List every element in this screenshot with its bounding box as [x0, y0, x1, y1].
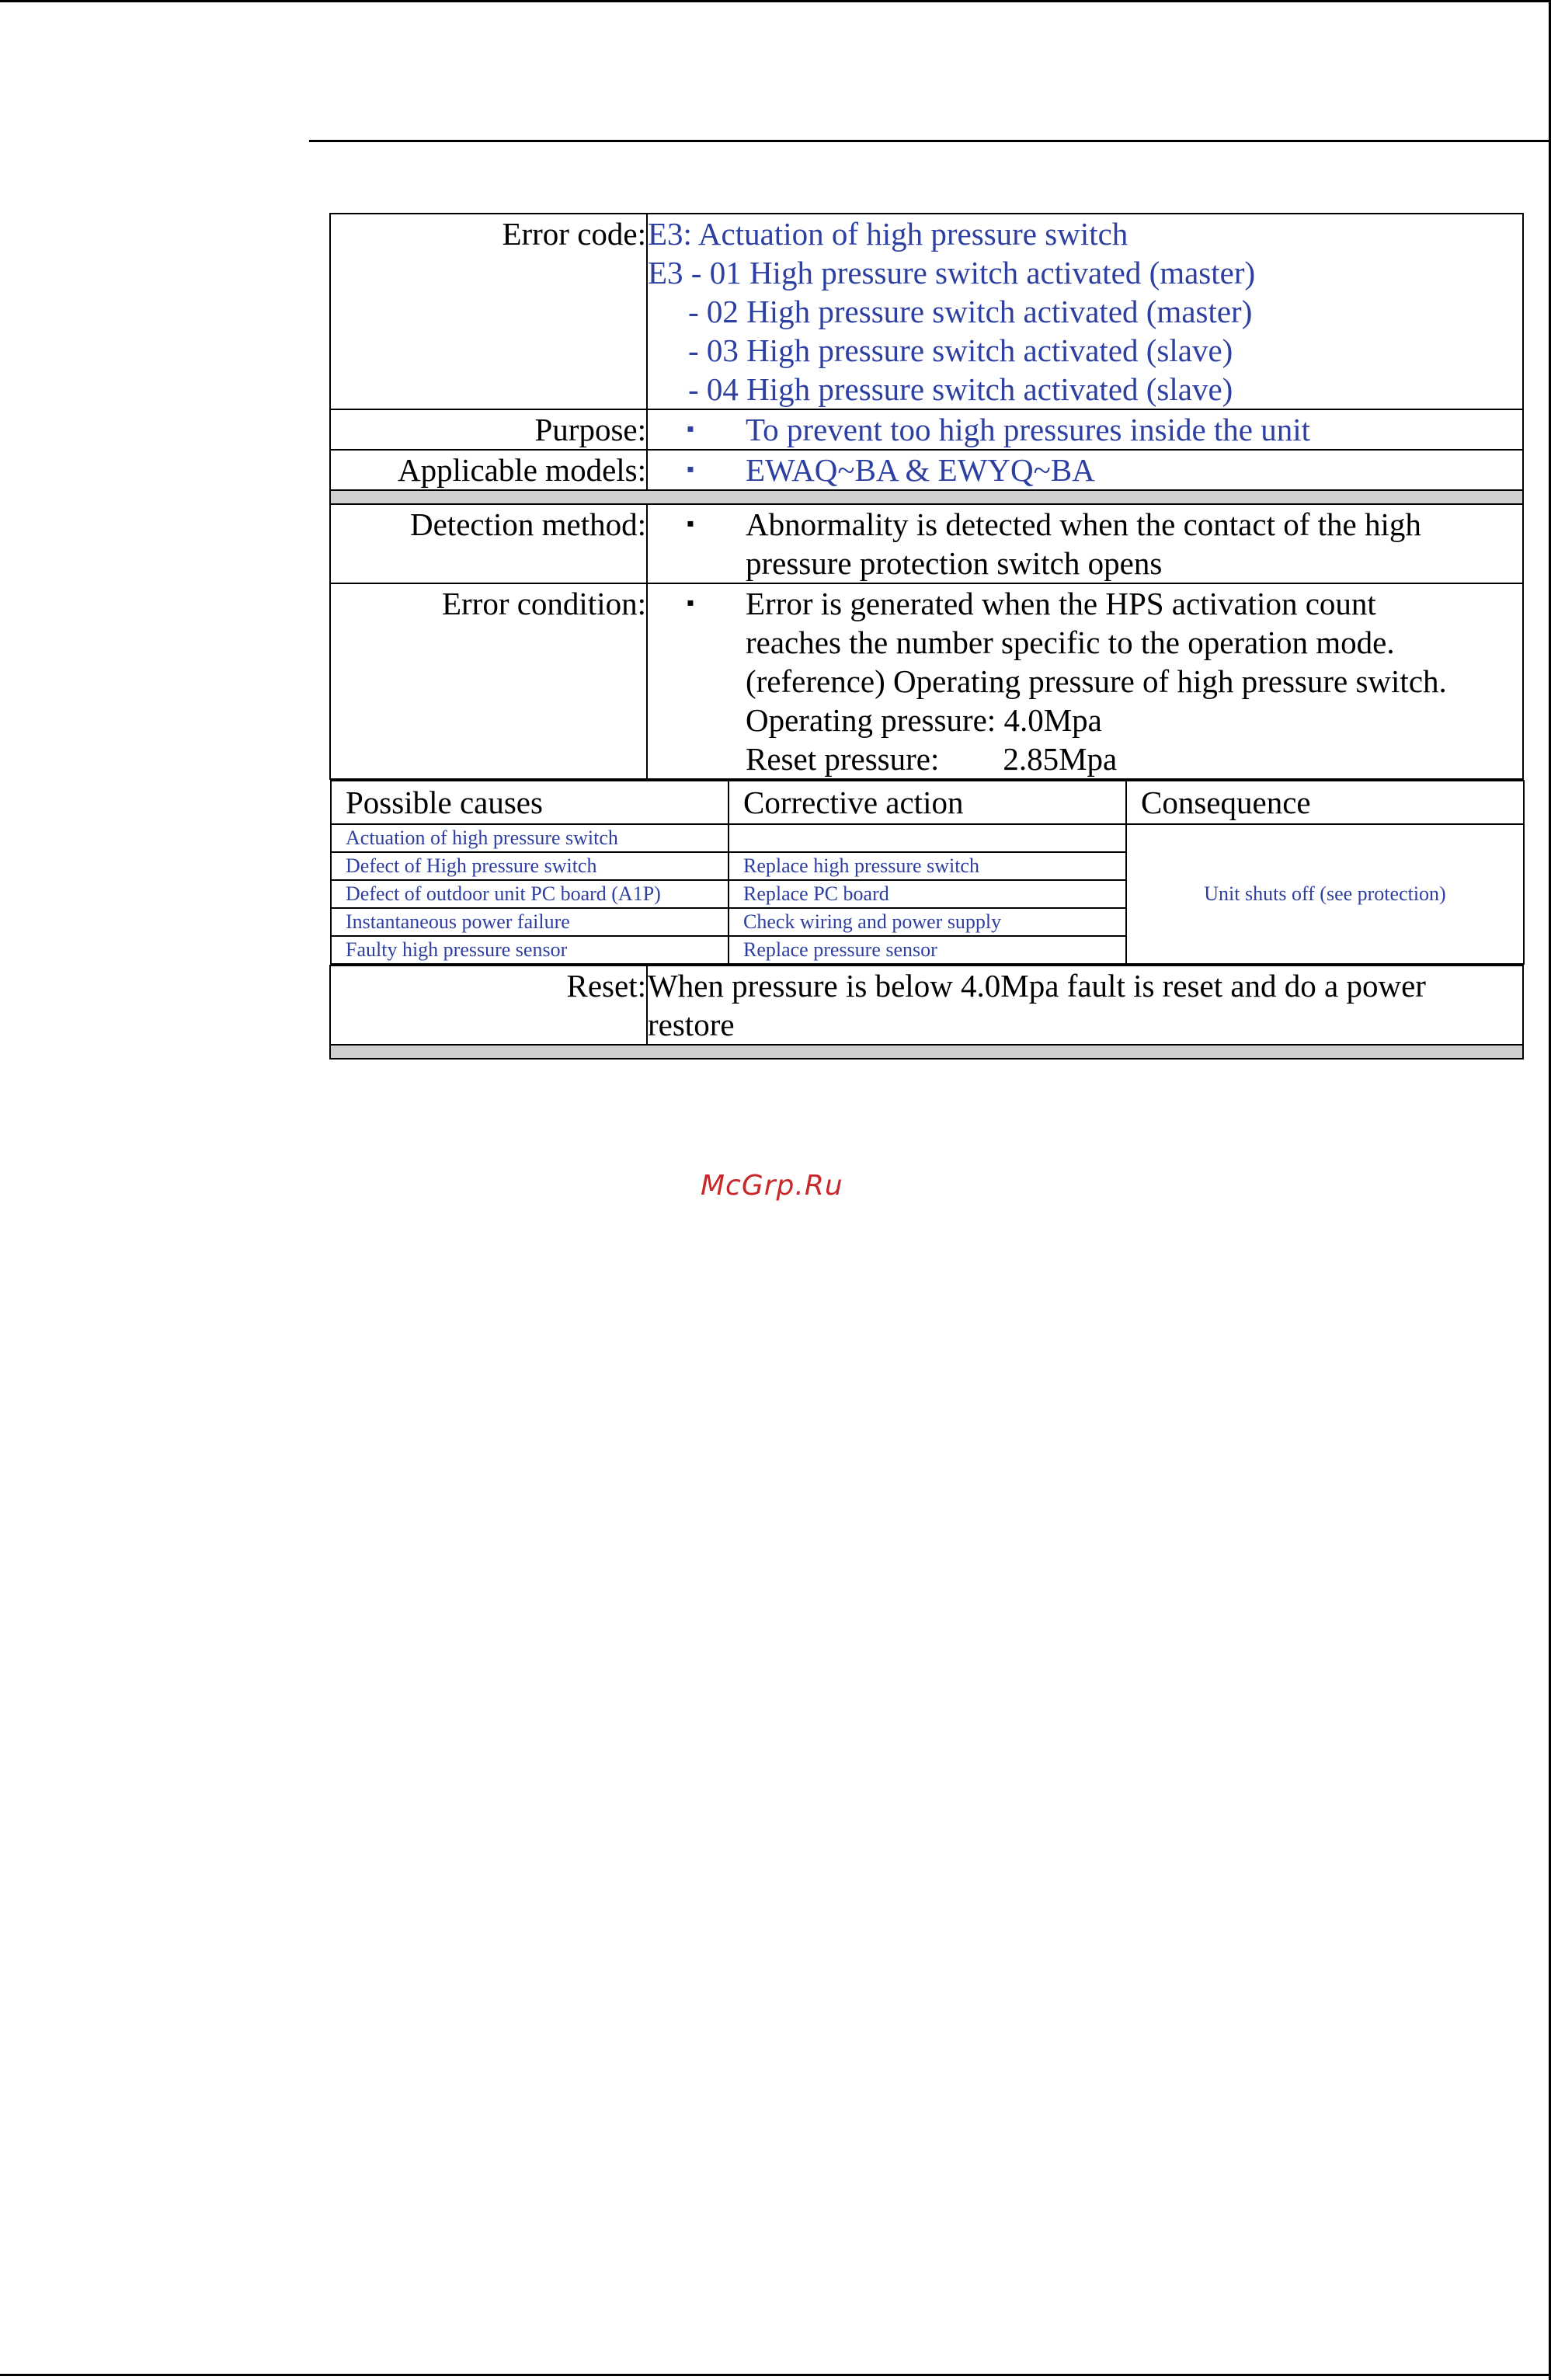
footer-rule [0, 2374, 1551, 2376]
error-code-values [647, 214, 1523, 409]
condition-line: (reference) Operating pressure of high pressure switch. [746, 663, 1447, 699]
cause-cell: Instantaneous power failure [331, 908, 729, 936]
bullet-icon: ▪ [687, 458, 694, 482]
applicable-models-label: Applicable models: [330, 450, 647, 490]
causes-header: Possible causes [331, 781, 729, 824]
watermark-text: McGrp.Ru [701, 1170, 843, 1202]
reset-line: When pressure is below 4.0Mpa fault is reset and do a power [648, 968, 1426, 1004]
consequence-cell: Unit shuts off (see protection) [1126, 824, 1524, 964]
purpose-text: To prevent too high pressures inside the unit [746, 412, 1311, 447]
error-code-line: - 04 High pressure switch activated (slave) [688, 371, 1233, 407]
row-detection-method [330, 504, 1523, 583]
header-rule [309, 140, 1551, 142]
detection-method-value [647, 504, 1523, 583]
causes-table [330, 780, 1525, 965]
error-code-line: E3 - 01 High pressure switch activated (master) [648, 255, 1256, 291]
cause-cell: Faulty high pressure sensor [331, 936, 729, 964]
row-error-condition [330, 583, 1523, 779]
reset-line: restore [648, 1007, 735, 1042]
top-border [0, 0, 1551, 2]
cause-cell: Defect of High pressure switch [331, 852, 729, 880]
row-causes [330, 779, 1523, 966]
purpose-value [647, 409, 1523, 450]
row-purpose [330, 409, 1523, 450]
condition-line: Reset pressure: 2.85Mpa [746, 741, 1118, 777]
action-header: Corrective action [729, 781, 1126, 824]
error-code-line: E3: Actuation of high pressure switch [648, 216, 1128, 252]
action-cell: Check wiring and power supply [729, 908, 1126, 936]
detection-method-label: Detection method: [330, 504, 647, 583]
condition-line: reaches the number specific to the operation mode. [746, 625, 1395, 660]
error-code-label: Error code: [330, 214, 647, 409]
reset-label: Reset: [330, 966, 647, 1045]
consequence-header: Consequence [1126, 781, 1524, 824]
detection-line: Abnormality is detected when the contact of the high [746, 506, 1421, 542]
error-condition-label: Error condition: [330, 583, 647, 779]
error-condition-value [647, 583, 1523, 779]
bullet-icon: ▪ [687, 417, 694, 441]
causes-header-row [331, 781, 1524, 824]
separator-bar [330, 490, 1523, 504]
reset-value [647, 966, 1523, 1045]
row-applicable-models [330, 450, 1523, 490]
action-cell: Replace PC board [729, 880, 1126, 908]
table-row [331, 824, 1524, 852]
row-error-code [330, 214, 1523, 409]
applicable-models-text: EWAQ~BA & EWYQ~BA [746, 452, 1095, 488]
applicable-models-value [647, 450, 1523, 490]
cause-cell: Actuation of high pressure switch [331, 824, 729, 852]
separator-bar [330, 1045, 1523, 1059]
action-cell [729, 824, 1126, 852]
row-reset [330, 966, 1523, 1045]
error-code-line: - 02 High pressure switch activated (master) [688, 294, 1253, 329]
detection-line: pressure protection switch opens [746, 545, 1163, 581]
purpose-label: Purpose: [330, 409, 647, 450]
condition-line: Operating pressure: 4.0Mpa [746, 702, 1102, 738]
bullet-icon: ▪ [687, 512, 694, 536]
condition-line: Error is generated when the HPS activation count [746, 586, 1376, 621]
bullet-icon: ▪ [687, 591, 694, 615]
action-cell: Replace high pressure switch [729, 852, 1126, 880]
cause-cell: Defect of outdoor unit PC board (A1P) [331, 880, 729, 908]
action-cell: Replace pressure sensor [729, 936, 1126, 964]
error-code-table [329, 213, 1524, 1060]
error-code-line: - 03 High pressure switch activated (slave) [688, 332, 1233, 368]
